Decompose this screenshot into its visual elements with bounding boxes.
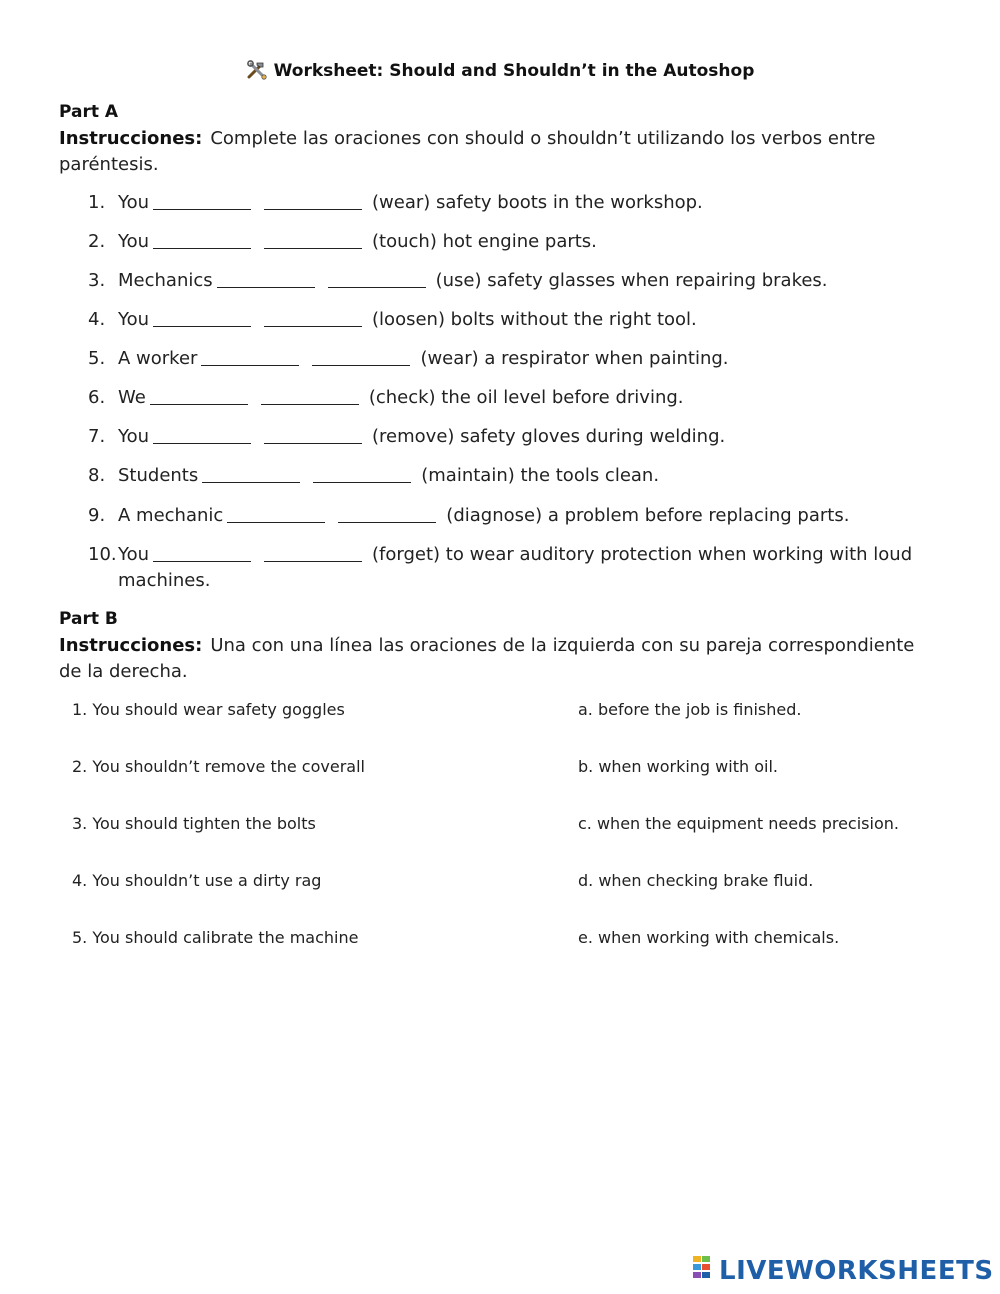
- question-number: 5.: [88, 348, 106, 369]
- match-left-item[interactable]: 2. You shouldn’t remove the coverall: [72, 757, 365, 776]
- worksheet-title: [0, 60, 1000, 85]
- answer-blank[interactable]: [217, 271, 315, 288]
- question-number: 7.: [88, 426, 106, 447]
- answer-blank[interactable]: [202, 466, 300, 483]
- liveworksheets-logo: [693, 1254, 994, 1284]
- question-subject: You: [118, 544, 150, 565]
- question-rest: (diagnose) a problem before replacing parts.: [446, 505, 850, 526]
- answer-blank[interactable]: [153, 310, 251, 327]
- part-a-question: [88, 346, 918, 372]
- match-right-item[interactable]: d. when checking brake fluid.: [578, 871, 814, 890]
- part-b-instructions: [59, 633, 929, 685]
- answer-blank[interactable]: [153, 427, 251, 444]
- liveworksheets-blocks-icon: [693, 1254, 717, 1282]
- question-rest: (check) the oil level before driving.: [368, 387, 684, 408]
- match-left-item[interactable]: 4. You shouldn’t use a dirty rag: [72, 871, 322, 890]
- logo-text: LIVEWORKSHEETS: [719, 1256, 994, 1286]
- question-number: 10.: [88, 544, 117, 565]
- verb-blank[interactable]: [264, 545, 362, 562]
- answer-blank[interactable]: [150, 388, 248, 405]
- question-number: 2.: [88, 231, 106, 252]
- question-text: [118, 346, 918, 372]
- question-rest: (use) safety glasses when repairing brakes.: [435, 270, 828, 291]
- answer-blank[interactable]: [153, 545, 251, 562]
- part-a-question: [88, 190, 918, 216]
- match-left-item[interactable]: 5. You should calibrate the machine: [72, 928, 359, 947]
- question-rest: (maintain) the tools clean.: [421, 465, 660, 486]
- question-rest: (wear) safety boots in the workshop.: [372, 192, 703, 213]
- match-left-item[interactable]: 3. You should tighten the bolts: [72, 814, 316, 833]
- title-text: Worksheet: Should and Shouldn’t in the Autoshop: [273, 61, 755, 81]
- question-subject: Mechanics: [118, 270, 213, 291]
- match-right-item[interactable]: c. when the equipment needs precision.: [578, 814, 899, 833]
- part-a-instructions-text: Complete las oraciones con should o shouldn’t utilizando los verbos entre paréntesis.: [59, 128, 876, 175]
- question-number: 6.: [88, 387, 106, 408]
- part-a-question: [88, 424, 918, 450]
- answer-blank[interactable]: [227, 506, 325, 523]
- part-a-heading: Part A: [59, 102, 119, 122]
- question-text: [118, 268, 918, 294]
- question-number: 8.: [88, 465, 106, 486]
- part-b-instructions-text: Una con una línea las oraciones de la izquierda con su pareja correspondiente de la derecha.: [59, 635, 915, 682]
- question-subject: You: [118, 231, 150, 252]
- verb-blank[interactable]: [264, 193, 362, 210]
- question-text: [118, 463, 918, 489]
- question-subject: Students: [118, 465, 199, 486]
- part-a-question: [88, 503, 918, 529]
- question-subject: You: [118, 192, 150, 213]
- question-text: [118, 503, 918, 529]
- question-text: [118, 385, 918, 411]
- question-rest: (touch) hot engine parts.: [372, 231, 597, 252]
- match-right-item[interactable]: a. before the job is finished.: [578, 700, 802, 719]
- match-left-item[interactable]: 1. You should wear safety goggles: [72, 700, 345, 719]
- question-subject: A mechanic: [118, 505, 224, 526]
- question-number: 3.: [88, 270, 106, 291]
- verb-blank[interactable]: [261, 388, 359, 405]
- question-text: [118, 307, 918, 333]
- part-a-question: [88, 307, 918, 333]
- verb-blank[interactable]: [328, 271, 426, 288]
- verb-blank[interactable]: [264, 232, 362, 249]
- verb-blank[interactable]: [264, 427, 362, 444]
- question-rest: (wear) a respirator when painting.: [420, 348, 729, 369]
- question-text: [118, 190, 918, 216]
- question-subject: You: [118, 309, 150, 330]
- question-text: [118, 542, 918, 594]
- verb-blank[interactable]: [264, 310, 362, 327]
- question-text: [118, 424, 918, 450]
- question-text: [118, 229, 918, 255]
- part-b-heading: Part B: [59, 609, 118, 629]
- part-a-question: [88, 229, 918, 255]
- part-a-question: [88, 542, 918, 594]
- question-rest: (remove) safety gloves during welding.: [372, 426, 726, 447]
- part-a-instructions: [59, 126, 929, 178]
- verb-blank[interactable]: [313, 466, 411, 483]
- part-a-question: [88, 268, 918, 294]
- part-a-instructions-label: Instrucciones:: [59, 128, 203, 149]
- answer-blank[interactable]: [153, 232, 251, 249]
- verb-blank[interactable]: [312, 349, 410, 366]
- question-subject: You: [118, 426, 150, 447]
- part-a-question: [88, 385, 918, 411]
- question-number: 9.: [88, 505, 106, 526]
- verb-blank[interactable]: [338, 506, 436, 523]
- answer-blank[interactable]: [153, 193, 251, 210]
- question-subject: A worker: [118, 348, 198, 369]
- question-number: 1.: [88, 192, 106, 213]
- question-subject: We: [118, 387, 146, 408]
- match-right-item[interactable]: e. when working with chemicals.: [578, 928, 840, 947]
- part-a-question: [88, 463, 918, 489]
- answer-blank[interactable]: [201, 349, 299, 366]
- hammer-wrench-icon: [246, 60, 268, 85]
- question-number: 4.: [88, 309, 106, 330]
- question-rest: (loosen) bolts without the right tool.: [372, 309, 697, 330]
- part-b-instructions-label: Instrucciones:: [59, 635, 203, 656]
- question-rest: (forget) to wear auditory protection when working with loud machines.: [118, 544, 913, 591]
- match-right-item[interactable]: b. when working with oil.: [578, 757, 778, 776]
